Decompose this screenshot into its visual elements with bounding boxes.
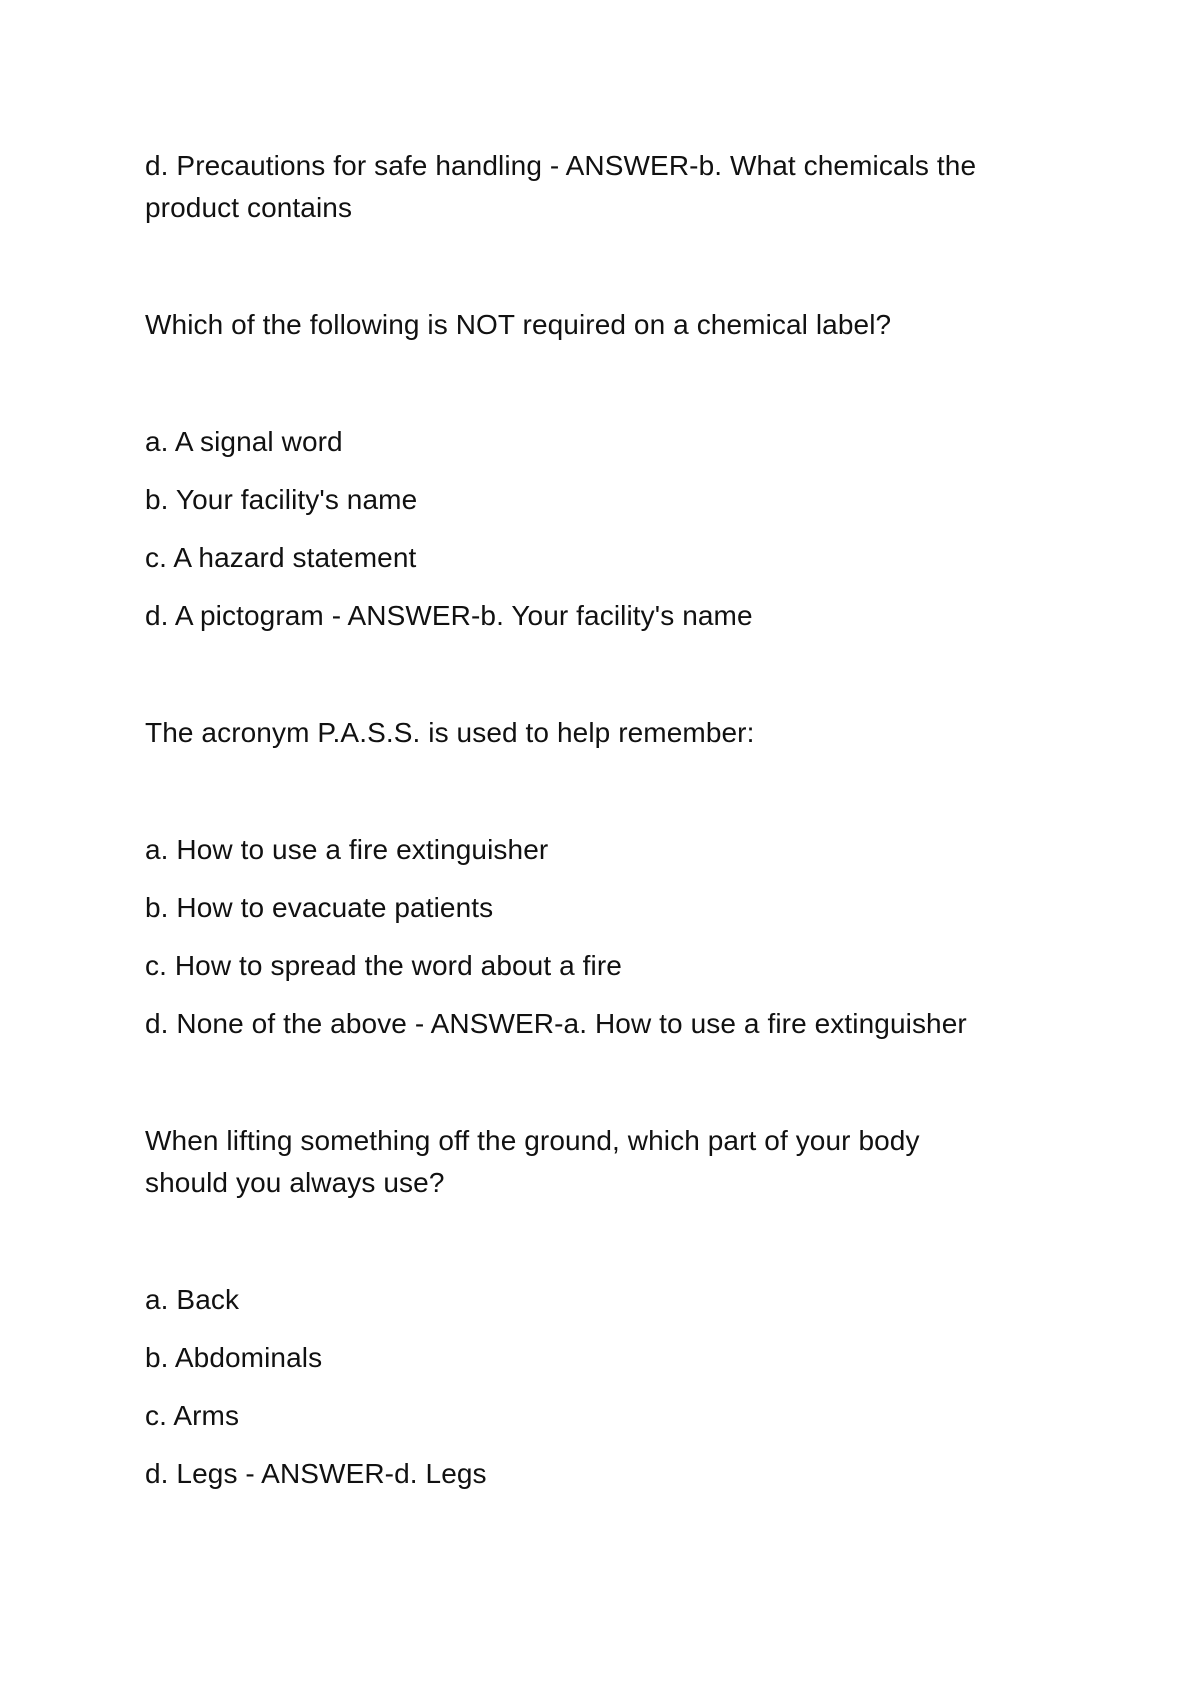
option-a: a. How to use a fire extinguisher — [145, 834, 549, 865]
option-c: c. Arms — [145, 1400, 240, 1431]
option-c: c. A hazard statement — [145, 542, 417, 573]
option-c: c. How to spread the word about a fire — [145, 950, 622, 981]
option-d-answer: d. None of the above - ANSWER-a. How to use a fire extinguisher — [145, 1008, 967, 1039]
option-a: a. Back — [145, 1284, 240, 1315]
answer-text-line: d. Precautions for safe handling - ANSWER-b. What chemicals the — [145, 150, 977, 181]
option-b: b. How to evacuate patients — [145, 892, 494, 923]
option-b: b. Your facility's name — [145, 484, 418, 515]
option-b: b. Abdominals — [145, 1342, 323, 1373]
question-text-continued: should you always use? — [145, 1167, 445, 1198]
option-a: a. A signal word — [145, 426, 343, 457]
answer-text-line: product contains — [145, 192, 353, 223]
question-text: The acronym P.A.S.S. is used to help remember: — [145, 717, 755, 748]
option-d-answer: d. A pictogram - ANSWER-b. Your facility's name — [145, 600, 753, 631]
option-d-answer: d. Legs - ANSWER-d. Legs — [145, 1458, 487, 1489]
question-text: Which of the following is NOT required on a chemical label? — [145, 309, 892, 340]
question-text: When lifting something off the ground, which part of your body — [145, 1125, 920, 1156]
